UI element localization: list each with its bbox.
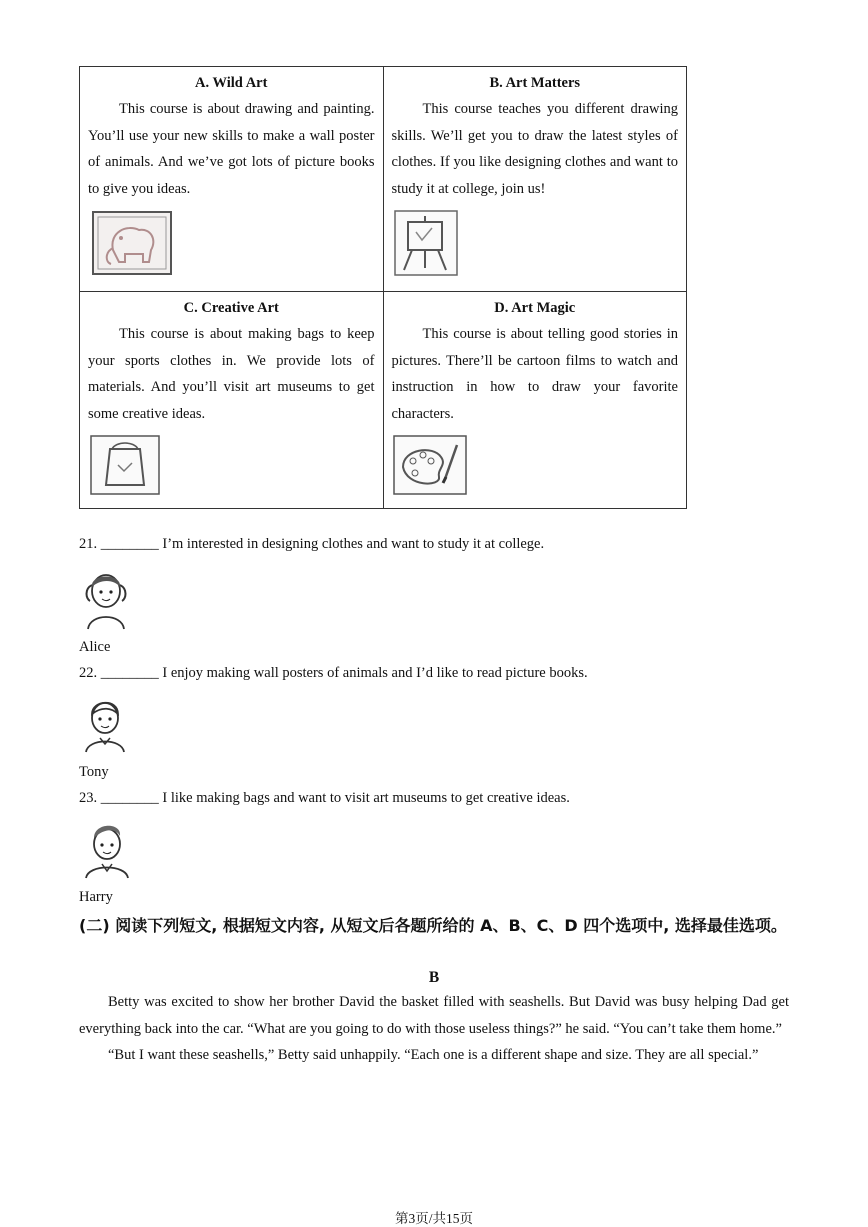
course-title: A. Wild Art (195, 75, 268, 91)
question-number: 22. (79, 665, 98, 681)
girl-avatar-icon (80, 565, 132, 631)
elephant-drawing-icon (91, 210, 173, 276)
palette-brush-icon (393, 435, 467, 495)
question-22 (79, 665, 588, 682)
course-title: B. Art Matters (489, 75, 581, 91)
course-description: This course teaches you different drawing skills. We’ll get you to draw the latest styles of clothes. If you like designing clothes and want to study it at college, join us! (391, 101, 678, 197)
course-description: This course is about drawing and painting. You’ll use your new skills to make a wall poster of animals. And we’ve got lots of picture books to give you ideas. (88, 101, 375, 197)
question-text: I like making bags and want to visit art museums to get creative ideas. (162, 790, 570, 806)
course-title: C. Creative Art (183, 300, 279, 316)
course-title: D. Art Magic (494, 300, 576, 316)
passage-title: B (428, 969, 440, 986)
boy-avatar-icon (80, 692, 130, 754)
easel-icon (394, 210, 458, 276)
question-text: I’m interested in designing clothes and want to study it at college. (162, 536, 545, 552)
student-name: Alice (79, 639, 111, 655)
course-description: This course is about making bags to keep your sports clothes in. We provide lots of materials. And you’ll visit art museums to get some creative ideas. (88, 326, 375, 422)
question-text: I enjoy making wall posters of animals and I’d like to read picture books. (162, 665, 588, 681)
course-description: This course is about telling good stories in pictures. There’ll be cartoon films to watch and instruction in how to draw your favorite characters. (391, 326, 678, 422)
student-name: Harry (79, 889, 113, 905)
student-name: Tony (79, 764, 109, 780)
course-table (79, 66, 687, 509)
answer-blank[interactable]: ________ (100, 536, 159, 552)
passage-body (79, 989, 789, 1069)
question-number: 21. (79, 536, 98, 552)
course-cell-d (383, 292, 687, 509)
passage-paragraph: Betty was excited to show her brother David the basket filled with seashells. But David was busy helping Dad get everything back into the car. “What are you going to do with those useless things?” he said. “You can’t take them home.” (79, 994, 789, 1037)
answer-blank[interactable]: ________ (100, 790, 159, 806)
course-cell-b (383, 67, 687, 292)
drawstring-bag-icon (90, 435, 160, 495)
page-number: 第3页/共15页 (394, 1211, 473, 1226)
section-heading: (二) 阅读下列短文, 根据短文内容, 从短文后各题所给的 A、B、C、D 四个选项中, 选择最佳选项。 (79, 916, 787, 935)
passage-paragraph: “But I want these seashells,” Betty said unhappily. “Each one is a different shape and size. They are all special.” (108, 1047, 759, 1063)
course-cell-c (80, 292, 384, 509)
course-cell-a (80, 67, 384, 292)
question-number: 23. (79, 790, 98, 806)
question-23 (79, 790, 570, 807)
answer-blank[interactable]: ________ (100, 665, 159, 681)
question-21 (79, 536, 544, 553)
boy-avatar-icon (80, 816, 134, 880)
